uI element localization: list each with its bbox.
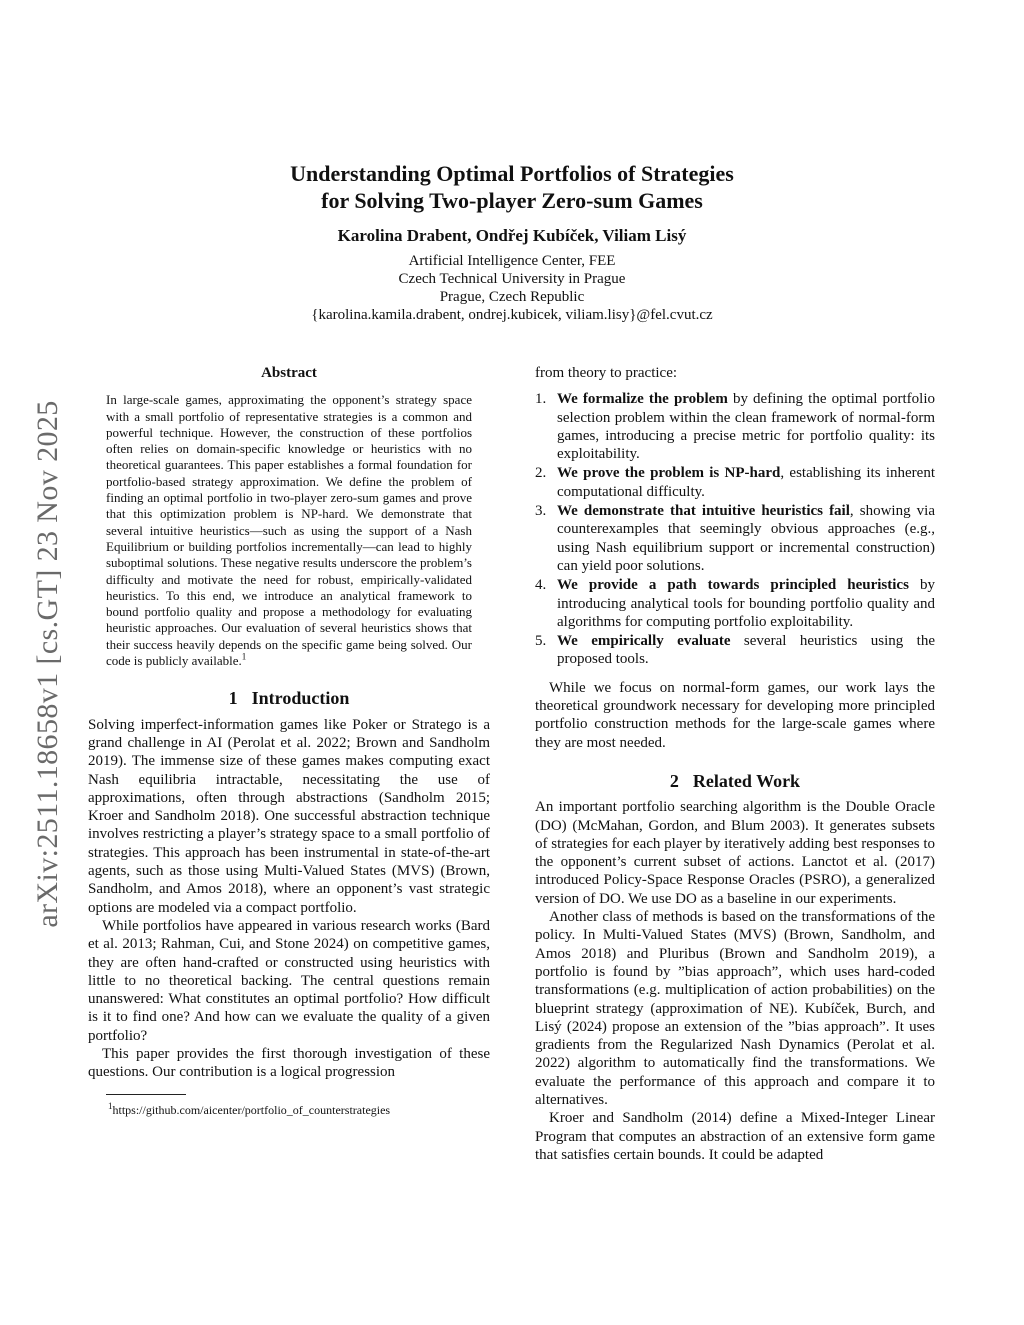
author-emails: {karolina.kamila.drabent, ondrej.kubicek, viliam.lisy}@fel.cvut.cz: [311, 307, 713, 323]
list-item: [535, 390, 935, 463]
paper-title: [0, 160, 1024, 214]
section-number: 1: [228, 688, 238, 709]
list-item-text: several heuristics using the proposed tools.: [557, 633, 935, 668]
list-number: 1.: [535, 391, 547, 408]
contributions-lead: from theory to practice:: [535, 365, 678, 381]
list-item: [535, 464, 935, 501]
related-paragraph-1: An important portfolio searching algorithm is the Double Oracle (DO) (McMahan, Gordon, and Blum 2003). It generates subsets of strategies for each player by iteratively adding best responses to the opponent’s current subset of actions. Lanctot et al. (2017) introduced Policy-Space Response Oracles (PSRO), a generalized version of DO. We use DO as a baseline in our experiments.: [535, 799, 935, 907]
list-item-bold: We prove the problem is NP-hard: [557, 465, 781, 482]
list-item-text: , establishing its inherent computational difficulty.: [557, 465, 935, 500]
section-number: 2: [669, 770, 679, 791]
affiliation-line-3: Prague, Czech Republic: [439, 289, 585, 305]
right-column: [535, 364, 935, 1164]
contributions-closing: While we focus on normal-form games, our work lays the theoretical groundwork necessary for developing more principled portfolio construction methods for the large-scale games where they are most needed.: [535, 679, 935, 751]
affiliation-line-1: Artificial Intelligence Center, FEE: [408, 253, 616, 269]
list-number: 2.: [535, 465, 547, 482]
related-paragraph-3: Kroer and Sandholm (2014) define a Mixed-Integer Linear Program that computes an abstraction of an extensive form game that satisfies certain bounds. It could be adapted: [535, 1110, 935, 1163]
introduction-heading: [88, 689, 490, 707]
intro-paragraph-3: This paper provides the first thorough investigation of these questions. Our contribution is a logical progression: [88, 1045, 490, 1081]
abstract-heading: Abstract: [261, 365, 317, 381]
affiliation: [0, 252, 1024, 324]
intro-paragraph-1: Solving imperfect-information games like Poker or Stratego is a grand challenge in AI (Perolat et al. 2022; Brown and Sandholm 2019). The immense size of these games makes computing exact Nash equilibria intractable, necessitating the use of approximations, often through abstractions (Sandholm 2015; Kroer and Sandholm 2018). One successful abstraction technique involves restricting a player’s strategy space to a small portfolio of strategies. This approach has been instrumental in state-of-the-art agents, such as those using Multi-Valued States (MVS) (Brown, Sandholm, and Amos 2018), where an opponent’s vast strategic options are modeled via a compact portfolio.: [88, 716, 490, 916]
list-item-bold: We demonstrate that intuitive heuristics fail: [557, 503, 850, 520]
contribution-list: [535, 390, 935, 668]
footnote-mark: 1: [108, 1100, 113, 1111]
related-work-heading: [535, 772, 935, 790]
title-line-2: for Solving Two-player Zero-sum Games: [321, 188, 703, 213]
left-column: [88, 364, 490, 1119]
list-number: 3.: [535, 503, 547, 520]
list-item-bold: We empirically evaluate: [557, 633, 731, 650]
affiliation-line-2: Czech Technical University in Prague: [398, 271, 626, 287]
list-item: [535, 576, 935, 631]
list-item-text: , showing via counterexamples that seemingly obvious approaches (e.g., using Nash equilibrium support or incremental construction) can yield poor solutions.: [557, 503, 935, 574]
section-title-text: Related Work: [692, 770, 801, 791]
footnote-link[interactable]: https://github.com/aicenter/portfolio_of_counterstrategies: [112, 1102, 391, 1117]
abstract-text: In large-scale games, approximating the opponent’s strategy space with a small portfolio of representative strategies is a common and powerful technique. However, the construction of these portfolios often relies on domain-specific knowledge or heuristics with no theoretical guarantees. This paper establishes a formal foundation for portfolio-based strategy approximation. We define the problem of finding an optimal portfolio in two-player zero-sum games and prove that this optimization problem is NP-hard. We demonstrate that several intuitive heuristics—such as using the support of a Nash Equilibrium or building portfolios incrementally—can lead to highly suboptimal solutions. These negative results underscore the problem’s difficulty and motivate the need for robust, empirically-validated heuristics. To this end, we introduce an analytical framework to bound portfolio quality and propose a methodology for evaluating heuristic approaches. Our evaluation of several heuristics shows that their success heavily depends on the specific game being solved. Our code is publicly available.: [106, 392, 472, 669]
list-item-bold: We provide a path towards principled heuristics: [557, 577, 909, 594]
footnote-divider: [106, 1094, 186, 1095]
list-item: [535, 632, 935, 669]
list-item-bold: We formalize the problem: [557, 391, 728, 408]
abstract-footnote-mark: 1: [241, 651, 247, 662]
arxiv-label: arXiv:2511.18658v1 [cs.GT] 23 Nov 2025: [31, 400, 64, 928]
list-item: [535, 502, 935, 575]
section-title-text: Introduction: [251, 688, 350, 709]
related-paragraph-2: Another class of methods is based on the transformations of the policy. In Multi-Valued States (MVS) (Brown, Sandholm, and Amos 2018) and Pluribus (Brown and Sandholm 2019), a portfolio is found by ”bias approach”, which uses hard-coded transformations (e.g. multiplication of action probabilities) on the blueprint strategy (approximation of NE). Kubíček, Burch, and Lisý (2024) propose an extension of the ”bias approach”. It uses gradients from the Regularized Nash Dynamics (Perolat et al. 2022) algorithm to automatically find the transformations. We evaluate the performance of this approach and compare it to alternatives.: [535, 909, 935, 1108]
list-number: 4.: [535, 577, 547, 594]
author-list: Karolina Drabent, Ondřej Kubíček, Viliam Lisý: [337, 226, 687, 245]
list-item-text: by introducing analytical tools for bounding portfolio quality and algorithms for computing portfolio exploitability.: [557, 577, 935, 630]
intro-paragraph-2: While portfolios have appeared in various research works (Bard et al. 2013; Rahman, Cui, and Stone 2024) on competitive games, they are often hand-crafted or constructed using heuristics with little to no theoretical backing. The central questions remain unanswered: What constitutes an optimal portfolio? How difficult is it to find one? And how can we evaluate the quality of a given portfolio?: [88, 917, 490, 1044]
footnote: [88, 1101, 490, 1119]
list-item-text: by defining the optimal portfolio selection problem within the clean framework of normal-form games, introducing a precise metric for portfolio quality: its exploitability.: [557, 391, 936, 463]
title-line-1: Understanding Optimal Portfolios of Strategies: [290, 161, 734, 186]
paper-header: [0, 160, 1024, 324]
abstract-body: [106, 392, 472, 669]
list-number: 5.: [535, 633, 547, 650]
